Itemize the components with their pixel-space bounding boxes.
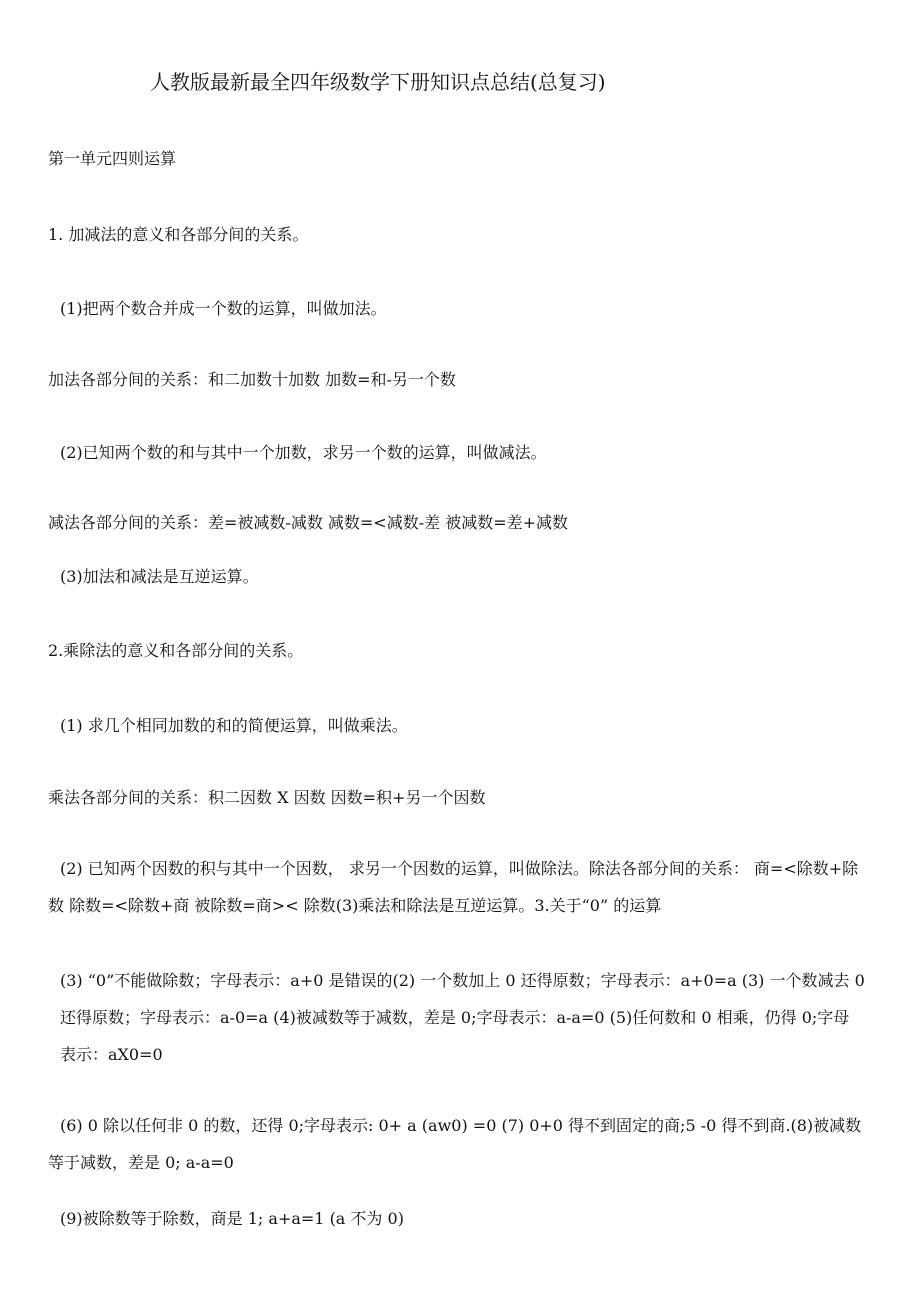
section-2-para-2: (2) 已知两个因数的积与其中一个因数， 求另一个因数的运算，叫做除法。除法各部分间的关系： 商=<除数+除数 除数=<除数+商 被除数=商>< 除数(3)乘法和除法是互逆运算。3.关于“0” 的运算 [48, 859, 859, 915]
multiplication-relation: 乘法各部分间的关系：积二因数 X 因数 因数=积+另一个因数 [48, 788, 486, 807]
section-2-heading: 2.乘除法的意义和各部分间的关系。 [48, 641, 304, 660]
section-2-para-1: (1) 求几个相同加数的和的简便运算，叫做乘法。 [60, 716, 408, 735]
zero-rules-para-6: (6) 0 除以任何非 0 的数，还得 0;字母表示: 0+ a (aw0) =0 (7) 0+0 得不到固定的商;5 -0 得不到商.(8)被减数等于减数，差是 0; a-a=0 [48, 1116, 862, 1172]
addition-relation: 加法各部分间的关系：和二加数十加数 加数=和-另一个数 [48, 370, 456, 389]
section-1-para-3: (3)加法和减法是互逆运算。 [60, 567, 259, 586]
zero-rules-para-9: (9)被除数等于除数，商是 1; a+a=1 (a 不为 0) [60, 1209, 404, 1228]
zero-rules-para-3: (3) “0”不能做除数；字母表示：a+0 是错误的(2) 一个数加上 0 还得原数；字母表示：a+0=a (3) 一个数减去 0 还得原数；字母表示：a-0=a (4)被减数等于减数，差是 0;字母表示：a-a=0 (5)任何数和 0 相乘，仍得 0;字母表示：aX0=0 [60, 971, 865, 1064]
unit-heading: 第一单元四则运算 [48, 149, 177, 168]
subtraction-relation: 减法各部分间的关系：差=被减数-减数 减数=<减数-差 被减数=差+减数 [48, 513, 569, 532]
page-title: 人教版最新最全四年级数学下册知识点总结(总复习) [150, 70, 606, 94]
section-1-para-1: (1)把两个数合并成一个数的运算，叫做加法。 [60, 299, 387, 318]
section-1-para-2: (2)已知两个数的和与其中一个加数，求另一个数的运算，叫做减法。 [60, 443, 547, 462]
section-1-heading: 1. 加减法的意义和各部分间的关系。 [48, 225, 309, 244]
